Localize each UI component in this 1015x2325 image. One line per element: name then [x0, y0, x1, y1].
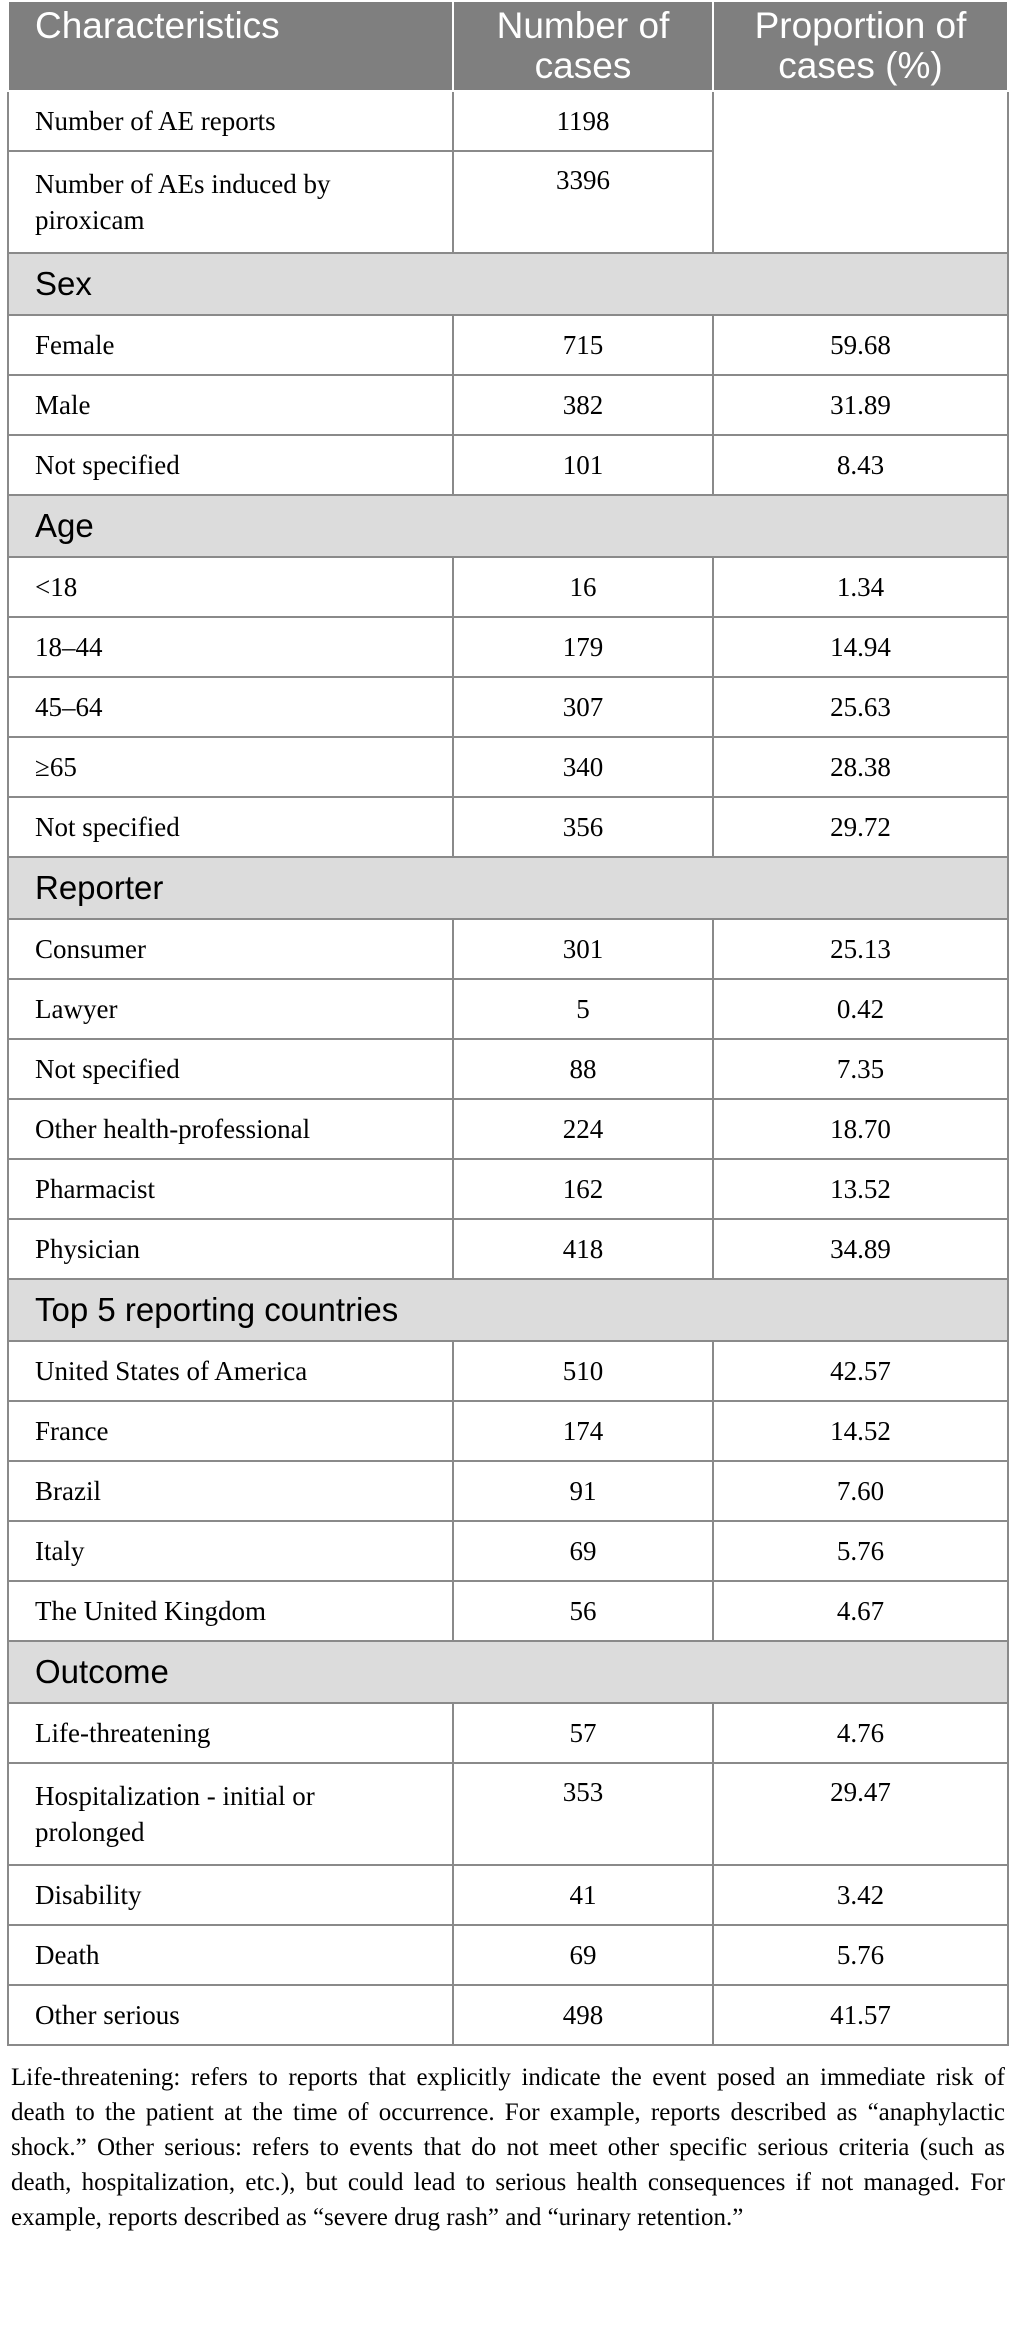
reports-label: Number of AE reports: [8, 91, 453, 151]
row-count: 41: [453, 1865, 713, 1925]
row-count: 88: [453, 1039, 713, 1099]
row-count: 162: [453, 1159, 713, 1219]
row-count: 715: [453, 315, 713, 375]
row-proportion: 29.72: [713, 797, 1008, 857]
row-label: Physician: [8, 1219, 453, 1279]
row-label: Consumer: [8, 919, 453, 979]
row-count: 69: [453, 1521, 713, 1581]
row-count: 382: [453, 375, 713, 435]
row-proportion: 14.52: [713, 1401, 1008, 1461]
row-count: 5: [453, 979, 713, 1039]
row-label: Not specified: [8, 797, 453, 857]
header-number-line2: cases: [534, 45, 632, 86]
table-row: [8, 979, 1008, 1039]
row-label: United States of America: [8, 1341, 453, 1401]
section-header-outcome: [8, 1641, 1008, 1703]
row-label: 18–44: [8, 617, 453, 677]
section-header-reporter: [8, 857, 1008, 919]
table-container: [7, 0, 1007, 2235]
row-label: [8, 1763, 453, 1865]
row-label: Pharmacist: [8, 1159, 453, 1219]
header-proportion-of-cases: [713, 1, 1008, 91]
row-proportion: 4.67: [713, 1581, 1008, 1641]
section-title: Outcome: [8, 1641, 1008, 1703]
row-proportion: 25.13: [713, 919, 1008, 979]
row-count: 16: [453, 557, 713, 617]
row-label: Lawyer: [8, 979, 453, 1039]
table-row: [8, 1461, 1008, 1521]
section-header-countries: [8, 1279, 1008, 1341]
table-row: [8, 1159, 1008, 1219]
header-row: [8, 1, 1008, 91]
header-number-line1: Number of: [496, 5, 670, 46]
table-row: [8, 1341, 1008, 1401]
row-proportion: 31.89: [713, 375, 1008, 435]
aes-label-line2: piroxicam: [35, 205, 145, 235]
table-row: [8, 1039, 1008, 1099]
table-row: [8, 1703, 1008, 1763]
row-count: 56: [453, 1581, 713, 1641]
row-proportion: 29.47: [713, 1763, 1008, 1865]
reports-value: 1198: [453, 91, 713, 151]
row-proportion: 3.42: [713, 1865, 1008, 1925]
row-label: Other serious: [8, 1985, 453, 2045]
table-row: [8, 1401, 1008, 1461]
row-proportion: 14.94: [713, 617, 1008, 677]
row-count: 91: [453, 1461, 713, 1521]
row-proportion: 41.57: [713, 1985, 1008, 2045]
section-title: Top 5 reporting countries: [8, 1279, 1008, 1341]
summary-empty-cell: [713, 91, 1008, 253]
row-label: Death: [8, 1925, 453, 1985]
row-proportion: 25.63: [713, 677, 1008, 737]
table-row: [8, 919, 1008, 979]
row-count: 179: [453, 617, 713, 677]
row-label: Disability: [8, 1865, 453, 1925]
row-count: 301: [453, 919, 713, 979]
table-row: [8, 1099, 1008, 1159]
row-proportion: 4.76: [713, 1703, 1008, 1763]
table-row: [8, 677, 1008, 737]
table-row: [8, 375, 1008, 435]
row-label: Life-threatening: [8, 1703, 453, 1763]
row-proportion: 7.60: [713, 1461, 1008, 1521]
row-count: 174: [453, 1401, 713, 1461]
header-number-of-cases: [453, 1, 713, 91]
row-label: France: [8, 1401, 453, 1461]
row-label-line2: prolonged: [35, 1817, 145, 1847]
row-count: 57: [453, 1703, 713, 1763]
row-proportion: 8.43: [713, 435, 1008, 495]
aes-label-line1: Number of AEs induced by: [35, 169, 331, 199]
row-proportion: 1.34: [713, 557, 1008, 617]
table-row: [8, 1985, 1008, 2045]
row-proportion: 13.52: [713, 1159, 1008, 1219]
table-row: [8, 1521, 1008, 1581]
row-proportion: 18.70: [713, 1099, 1008, 1159]
header-characteristics: Characteristics: [8, 1, 453, 91]
row-label: Other health-professional: [8, 1099, 453, 1159]
table-row: [8, 797, 1008, 857]
row-proportion: 42.57: [713, 1341, 1008, 1401]
section-title: Age: [8, 495, 1008, 557]
row-proportion: 0.42: [713, 979, 1008, 1039]
table-row: [8, 1581, 1008, 1641]
row-proportion: 5.76: [713, 1521, 1008, 1581]
row-proportion: 59.68: [713, 315, 1008, 375]
row-proportion: 7.35: [713, 1039, 1008, 1099]
header-proportion-line1: Proportion of: [754, 5, 967, 46]
row-count: 307: [453, 677, 713, 737]
header-proportion-line2: cases (%): [778, 45, 943, 86]
table-row: [8, 617, 1008, 677]
row-label: 45–64: [8, 677, 453, 737]
row-label: Not specified: [8, 435, 453, 495]
row-label: Italy: [8, 1521, 453, 1581]
section-title: Sex: [8, 253, 1008, 315]
aes-value: 3396: [453, 151, 713, 253]
row-count: 353: [453, 1763, 713, 1865]
characteristics-table: [7, 0, 1009, 2046]
row-label: Female: [8, 315, 453, 375]
table-row: [8, 1865, 1008, 1925]
row-label: Not specified: [8, 1039, 453, 1099]
table-row: [8, 1219, 1008, 1279]
table-row: [8, 1925, 1008, 1985]
row-label-line1: Hospitalization - initial or: [35, 1781, 315, 1811]
section-header-age: [8, 495, 1008, 557]
row-label: Male: [8, 375, 453, 435]
table-footnote: Life-threatening: refers to reports that explicitly indicate the event posed an immediate risk of death to the patient at the time of occurrence. For example, reports described as “anaphylactic shock.” Other serious: refers to events that do not meet other specific serious criteria (such as death, hospitalization, etc.), but could lead to serious health consequences if not managed. For example, reports described as “severe drug rash” and “urinary retention.”: [11, 2064, 1005, 2231]
section-title: Reporter: [8, 857, 1008, 919]
row-proportion: 5.76: [713, 1925, 1008, 1985]
row-count: 510: [453, 1341, 713, 1401]
row-label: Brazil: [8, 1461, 453, 1521]
section-header-sex: [8, 253, 1008, 315]
row-proportion: 34.89: [713, 1219, 1008, 1279]
row-count: 418: [453, 1219, 713, 1279]
table-row: [8, 435, 1008, 495]
row-count: 340: [453, 737, 713, 797]
row-count: 498: [453, 1985, 713, 2045]
row-label: The United Kingdom: [8, 1581, 453, 1641]
row-proportion: 28.38: [713, 737, 1008, 797]
table-row: [8, 737, 1008, 797]
row-count: 224: [453, 1099, 713, 1159]
row-count: 101: [453, 435, 713, 495]
aes-label: [8, 151, 453, 253]
row-label: <18: [8, 557, 453, 617]
row-label: ≥65: [8, 737, 453, 797]
table-row: [8, 557, 1008, 617]
table-row: [8, 91, 1008, 151]
table-row: [8, 1763, 1008, 1865]
table-row: [8, 315, 1008, 375]
row-count: 356: [453, 797, 713, 857]
row-count: 69: [453, 1925, 713, 1985]
